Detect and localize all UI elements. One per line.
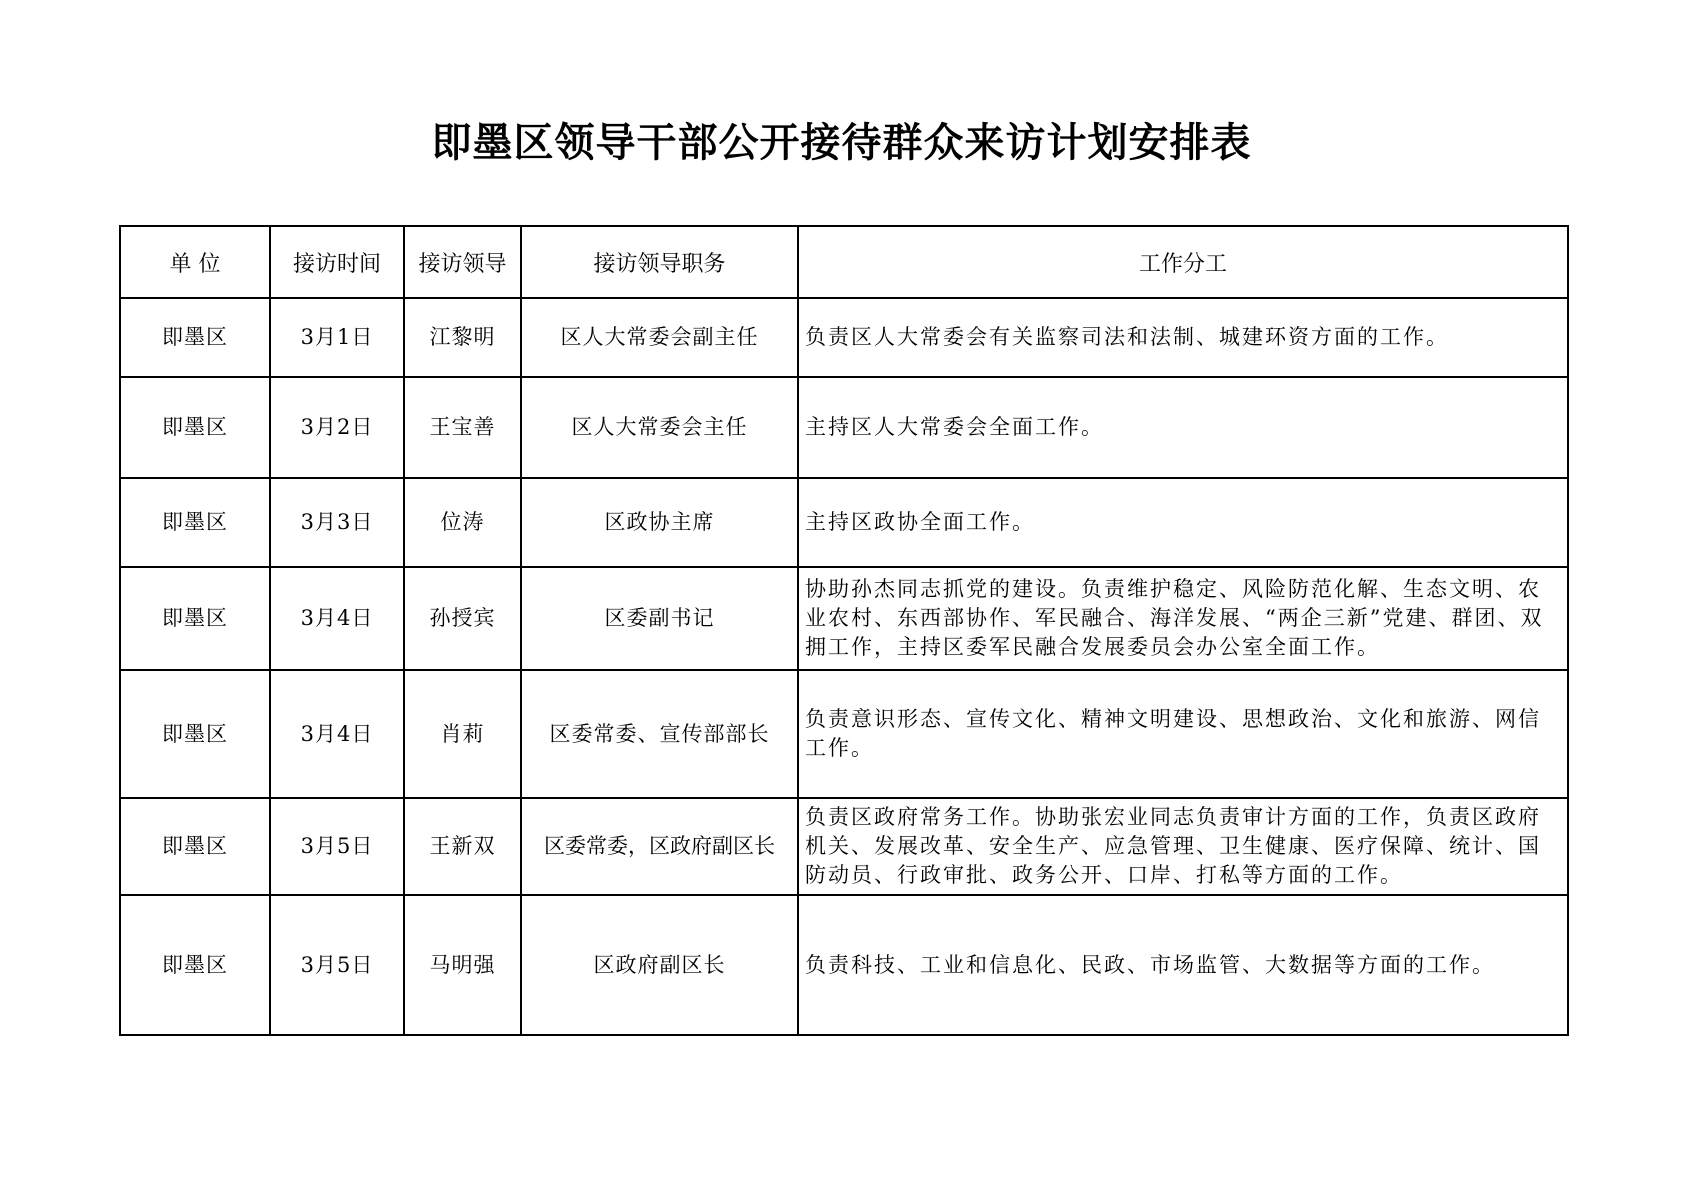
cell-date: 3月3日 [270,478,404,567]
cell-leader: 马明强 [404,895,521,1035]
cell-date: 3月4日 [270,567,404,670]
cell-duty: 主持区政协全面工作。 [798,478,1568,567]
cell-leader: 孙授宾 [404,567,521,670]
cell-position: 区人大常委会副主任 [521,298,798,377]
cell-duty: 负责区政府常务工作。协助张宏业同志负责审计方面的工作，负责区政府机关、发展改革、安全生产、应急管理、卫生健康、医疗保障、统计、国防动员、行政审批、政务公开、口岸、打私等方面的工作。 [798,798,1568,895]
cell-duty: 负责区人大常委会有关监察司法和法制、城建环资方面的工作。 [798,298,1568,377]
cell-leader: 江黎明 [404,298,521,377]
cell-unit: 即墨区 [120,377,270,478]
table-row [120,298,1568,377]
table-row [120,670,1568,798]
page-title: 即墨区领导干部公开接待群众来访计划安排表 [431,119,1252,166]
cell-date: 3月2日 [270,377,404,478]
cell-duty: 负责科技、工业和信息化、民政、市场监管、大数据等方面的工作。 [798,895,1568,1035]
cell-position: 区政协主席 [521,478,798,567]
cell-unit: 即墨区 [120,567,270,670]
cell-position: 区委常委、宣传部部长 [521,670,798,798]
table-row [120,895,1568,1035]
header-duty: 工作分工 [798,226,1568,298]
cell-unit: 即墨区 [120,798,270,895]
cell-duty: 负责意识形态、宣传文化、精神文明建设、思想政治、文化和旅游、网信工作。 [798,670,1568,798]
table-row [120,377,1568,478]
cell-unit: 即墨区 [120,895,270,1035]
cell-unit: 即墨区 [120,478,270,567]
cell-unit: 即墨区 [120,670,270,798]
cell-position: 区委副书记 [521,567,798,670]
table-row [120,478,1568,567]
cell-position: 区人大常委会主任 [521,377,798,478]
cell-duty: 协助孙杰同志抓党的建设。负责维护稳定、风险防范化解、生态文明、农业农村、东西部协作、军民融合、海洋发展、“两企三新”党建、群团、双拥工作，主持区委军民融合发展委员会办公室全面工作。 [798,567,1568,670]
cell-leader: 王新双 [404,798,521,895]
cell-date: 3月5日 [270,895,404,1035]
cell-leader: 肖莉 [404,670,521,798]
cell-date: 3月5日 [270,798,404,895]
table-row [120,567,1568,670]
table-header-row [120,226,1568,298]
cell-leader: 位涛 [404,478,521,567]
header-position: 接访领导职务 [521,226,798,298]
header-date: 接访时间 [270,226,404,298]
header-leader: 接访领导 [404,226,521,298]
cell-date: 3月4日 [270,670,404,798]
table-row [120,798,1568,895]
cell-date: 3月1日 [270,298,404,377]
header-unit: 单 位 [120,226,270,298]
cell-duty: 主持区人大常委会全面工作。 [798,377,1568,478]
cell-position: 区政府副区长 [521,895,798,1035]
cell-unit: 即墨区 [120,298,270,377]
cell-position: 区委常委，区政府副区长 [521,798,798,895]
cell-leader: 王宝善 [404,377,521,478]
schedule-table [119,225,1569,1036]
